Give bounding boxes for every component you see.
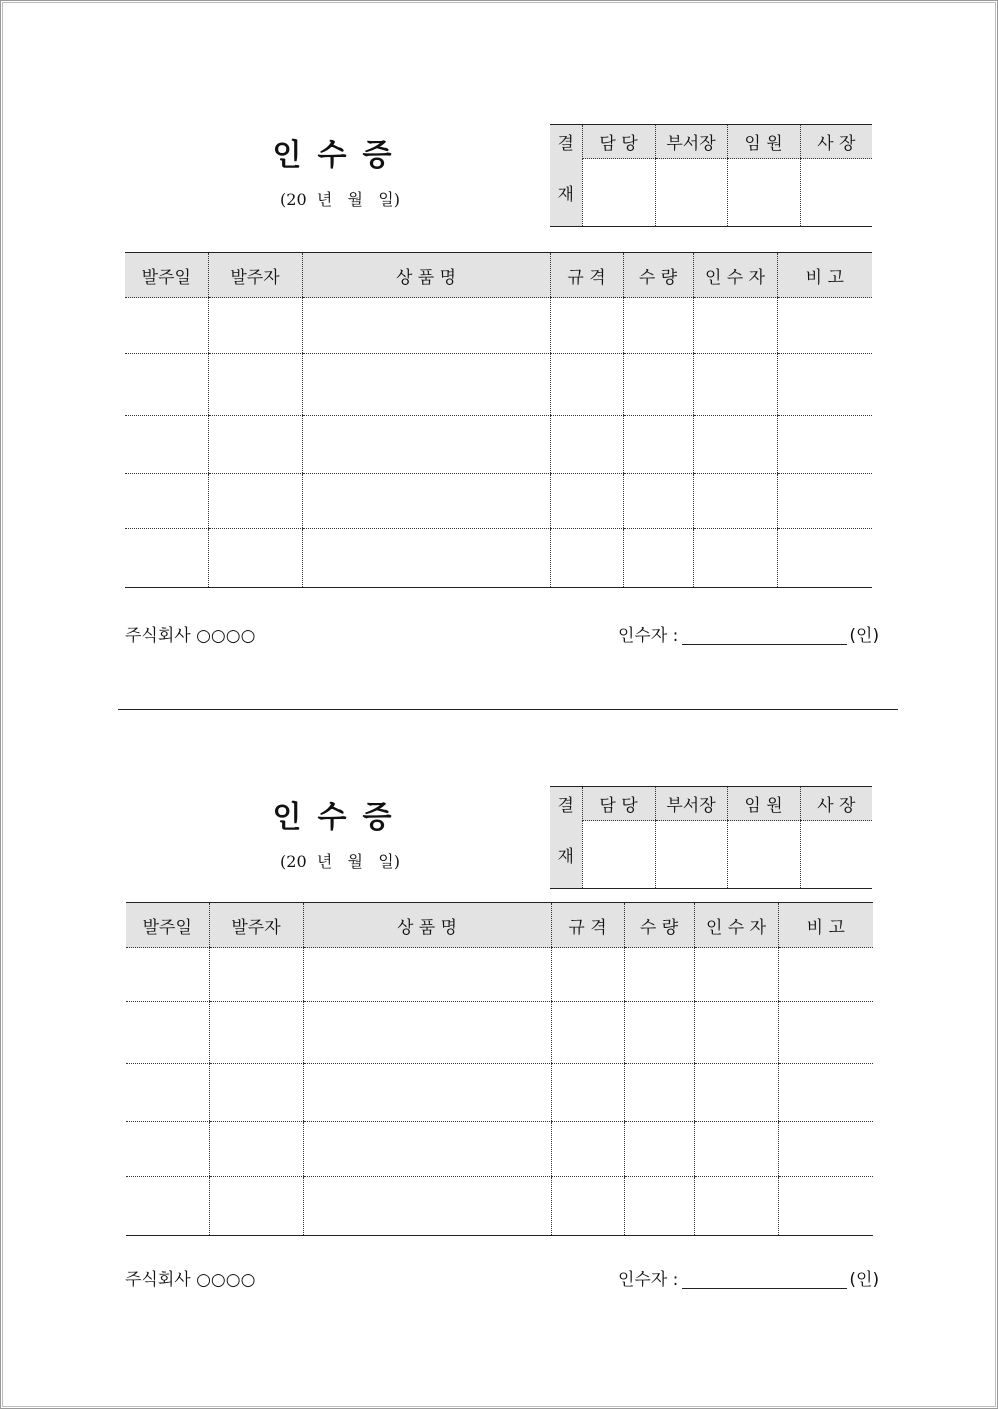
receipt-date-line: (20 년 월 일) bbox=[280, 190, 400, 209]
table-cell[interactable] bbox=[209, 1002, 303, 1064]
table-row bbox=[126, 948, 873, 1002]
approval-label-top: 결 bbox=[550, 787, 582, 821]
table-cell[interactable] bbox=[209, 1177, 303, 1236]
approval-label-bottom: 재 bbox=[550, 159, 582, 227]
approval-role-manager: 담 당 bbox=[582, 787, 655, 821]
table-cell[interactable] bbox=[624, 948, 694, 1002]
approval-sign-cell[interactable] bbox=[655, 821, 727, 889]
approval-role-dept-head: 부서장 bbox=[655, 787, 727, 821]
table-cell[interactable] bbox=[694, 1064, 778, 1122]
table-cell[interactable] bbox=[624, 1002, 694, 1064]
receiver-signature-line[interactable] bbox=[682, 626, 847, 645]
company-name: 주식회사 ○○○○ bbox=[125, 626, 256, 646]
approval-role-manager: 담 당 bbox=[582, 125, 655, 159]
table-cell[interactable] bbox=[126, 948, 209, 1002]
table-cell[interactable] bbox=[551, 1002, 624, 1064]
col-header-order-date: 발주일 bbox=[125, 253, 208, 298]
table-row bbox=[126, 1122, 873, 1177]
table-row bbox=[126, 1064, 873, 1122]
table-cell[interactable] bbox=[778, 1064, 873, 1122]
table-row bbox=[126, 1002, 873, 1064]
table-cell[interactable] bbox=[126, 1064, 209, 1122]
receipt-date-line: (20 년 월 일) bbox=[280, 852, 400, 871]
table-cell[interactable] bbox=[624, 1177, 694, 1236]
col-header-spec: 규 격 bbox=[550, 253, 623, 298]
approval-box bbox=[550, 786, 872, 889]
table-cell[interactable] bbox=[624, 1064, 694, 1122]
approval-role-dept-head: 부서장 bbox=[655, 125, 727, 159]
receipt-title: 인수증 bbox=[272, 138, 408, 173]
table-cell[interactable] bbox=[551, 1064, 624, 1122]
col-header-remarks: 비 고 bbox=[777, 253, 872, 298]
receipt-table bbox=[126, 902, 873, 1236]
seal-mark: (인) bbox=[849, 626, 880, 646]
cut-line bbox=[118, 709, 898, 710]
table-cell[interactable] bbox=[694, 948, 778, 1002]
table-cell[interactable] bbox=[551, 948, 624, 1002]
table-cell[interactable] bbox=[624, 1122, 694, 1177]
approval-sign-cell[interactable] bbox=[727, 821, 800, 889]
table-cell[interactable] bbox=[694, 1002, 778, 1064]
table-cell[interactable] bbox=[778, 1002, 873, 1064]
receipt-title: 인수증 bbox=[272, 800, 408, 835]
table-cell[interactable] bbox=[551, 1177, 624, 1236]
approval-label-top: 결 bbox=[550, 125, 582, 159]
table-cell[interactable] bbox=[303, 1002, 551, 1064]
table-cell[interactable] bbox=[694, 1122, 778, 1177]
receiver-label: 인수자 : bbox=[618, 626, 679, 646]
company-name: 주식회사 ○○○○ bbox=[125, 1270, 256, 1290]
table-cell[interactable] bbox=[303, 1177, 551, 1236]
table-cell[interactable] bbox=[126, 1122, 209, 1177]
col-header-remarks: 비 고 bbox=[778, 903, 873, 948]
table-cell[interactable] bbox=[209, 948, 303, 1002]
approval-label-bottom: 재 bbox=[550, 821, 582, 889]
table-cell[interactable] bbox=[303, 948, 551, 1002]
receiver-signature bbox=[618, 1269, 879, 1291]
col-header-receiver: 인 수 자 bbox=[693, 253, 777, 298]
table-cell[interactable] bbox=[694, 1177, 778, 1236]
table-cell[interactable] bbox=[126, 1177, 209, 1236]
table-cell[interactable] bbox=[778, 1122, 873, 1177]
table-cell[interactable] bbox=[303, 1122, 551, 1177]
seal-mark: (인) bbox=[849, 1270, 880, 1290]
table-cell[interactable] bbox=[209, 1064, 303, 1122]
col-header-orderer: 발주자 bbox=[209, 903, 303, 948]
col-header-quantity: 수 량 bbox=[624, 903, 694, 948]
col-header-orderer: 발주자 bbox=[208, 253, 302, 298]
col-header-receiver: 인 수 자 bbox=[694, 903, 778, 948]
col-header-product-name: 상 품 명 bbox=[302, 253, 550, 298]
col-header-order-date: 발주일 bbox=[126, 903, 209, 948]
receiver-signature-line[interactable] bbox=[682, 1270, 847, 1289]
col-header-spec: 규 격 bbox=[551, 903, 624, 948]
table-cell[interactable] bbox=[303, 1064, 551, 1122]
approval-role-president: 사 장 bbox=[800, 787, 872, 821]
approval-sign-cell[interactable] bbox=[800, 821, 872, 889]
table-cell[interactable] bbox=[551, 1122, 624, 1177]
table-cell[interactable] bbox=[778, 1177, 873, 1236]
col-header-quantity: 수 량 bbox=[623, 253, 693, 298]
approval-sign-cell[interactable] bbox=[582, 821, 655, 889]
table-cell[interactable] bbox=[778, 948, 873, 1002]
approval-role-executive: 임 원 bbox=[727, 125, 800, 159]
receiver-signature bbox=[618, 625, 879, 647]
table-row bbox=[126, 1177, 873, 1236]
col-header-product-name: 상 품 명 bbox=[303, 903, 551, 948]
approval-role-president: 사 장 bbox=[800, 125, 872, 159]
approval-role-executive: 임 원 bbox=[727, 787, 800, 821]
table-cell[interactable] bbox=[126, 1002, 209, 1064]
receiver-label: 인수자 : bbox=[618, 1270, 679, 1290]
table-cell[interactable] bbox=[209, 1122, 303, 1177]
